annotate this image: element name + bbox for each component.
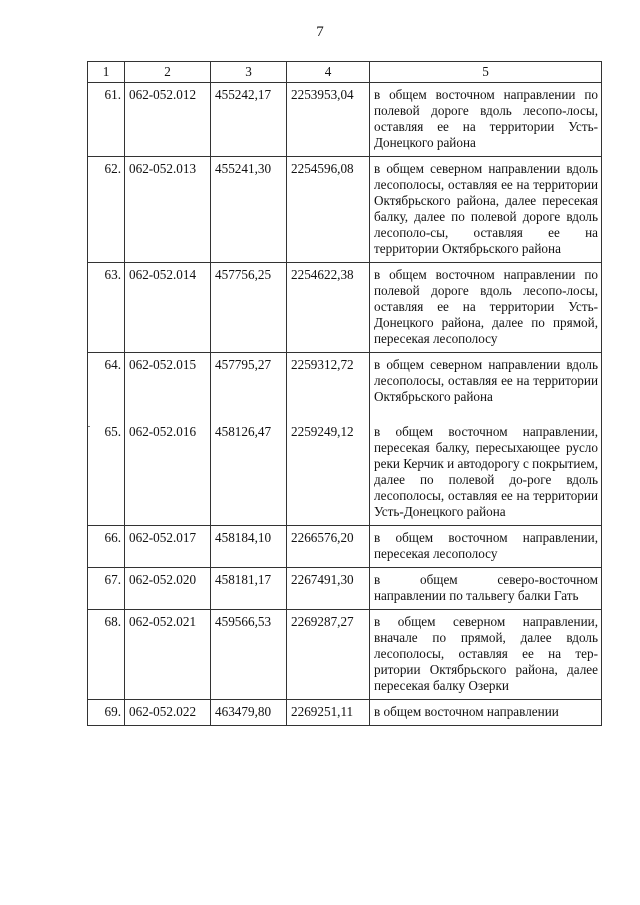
point-code: 062-052.016 [125,410,211,526]
point-code: 062-052.015 [125,353,211,411]
column-header: 4 [287,62,370,83]
table-row [88,263,602,353]
row-number: 63. [88,263,125,353]
point-code: 062-052.013 [125,157,211,263]
y-coordinate: 2266576,20 [287,526,370,568]
direction-description: в общем северном направлении, вначале по прямой, далее вдоль лесополосы, оставляя ее на тер-ритории Октябрьского района, далее пересекая балку Озерки [370,610,602,700]
direction-description: в общем восточном направлении, пересекая лесополосу [370,526,602,568]
y-coordinate: 2267491,30 [287,568,370,610]
point-code: 062-052.020 [125,568,211,610]
direction-description: в общем северном направлении вдоль лесополосы, оставляя ее на территории Октябрьского района, далее пересекая балку, далее по полевой дороге вдоль лесополо-сы, оставляя ее на территории Октябрьского района [370,157,602,263]
x-coordinate: 458184,10 [211,526,287,568]
table-row [88,157,602,263]
table-row [88,353,602,411]
x-coordinate: 458181,17 [211,568,287,610]
point-code: 062-052.014 [125,263,211,353]
boundary-points-table [87,61,602,726]
table-row [88,526,602,568]
point-code: 062-052.012 [125,83,211,157]
direction-description: в общем восточном направлении, пересекая балку, пересыхающее русло реки Керчик и автодорогу с покрытием, далее по полевой до-роге вдоль лесополосы, оставляя ее на территории Усть-Донецкого района [370,410,602,526]
y-coordinate: 2254596,08 [287,157,370,263]
column-header: 1 [88,62,125,83]
row-number: 62. [88,157,125,263]
row-number: 67. [88,568,125,610]
direction-description: в общем восточном направлении [370,700,602,726]
y-coordinate: 2259312,72 [287,353,370,411]
column-header: 5 [370,62,602,83]
x-coordinate: 459566,53 [211,610,287,700]
row-number: 69. [88,700,125,726]
direction-description: в общем восточном направлении по полевой дороге вдоль лесопо-лосы, оставляя ее на территории Усть-Донецкого района, далее по прямой, пересекая лесополосу [370,263,602,353]
column-header: 3 [211,62,287,83]
table-row [88,568,602,610]
table-row [88,83,602,157]
x-coordinate: 457756,25 [211,263,287,353]
y-coordinate: 2269287,27 [287,610,370,700]
direction-description: в общем северном направлении вдоль лесополосы, оставляя ее на территории Октябрьского района [370,353,602,411]
x-coordinate: 458126,47 [211,410,287,526]
point-code: 062-052.021 [125,610,211,700]
x-coordinate: 457795,27 [211,353,287,411]
y-coordinate: 2253953,04 [287,83,370,157]
point-code: 062-052.017 [125,526,211,568]
row-number: 66. [88,526,125,568]
x-coordinate: 455241,30 [211,157,287,263]
column-header: 2 [125,62,211,83]
scan-mark [88,426,90,427]
direction-description: в общем восточном направлении по полевой дороге вдоль лесопо-лосы, оставляя ее на территории Усть-Донецкого района [370,83,602,157]
table-row [88,610,602,700]
y-coordinate: 2254622,38 [287,263,370,353]
y-coordinate: 2269251,11 [287,700,370,726]
page-number: 7 [316,24,324,40]
point-code: 062-052.022 [125,700,211,726]
row-number: 61. [88,83,125,157]
table-row [88,410,602,526]
y-coordinate: 2259249,12 [287,410,370,526]
row-number: 65. [88,410,125,526]
table-row [88,700,602,726]
table-header-row [88,62,602,83]
direction-description: в общем северо-восточном направлении по тальвегу балки Гать [370,568,602,610]
x-coordinate: 455242,17 [211,83,287,157]
x-coordinate: 463479,80 [211,700,287,726]
row-number: 64. [88,353,125,411]
row-number: 68. [88,610,125,700]
